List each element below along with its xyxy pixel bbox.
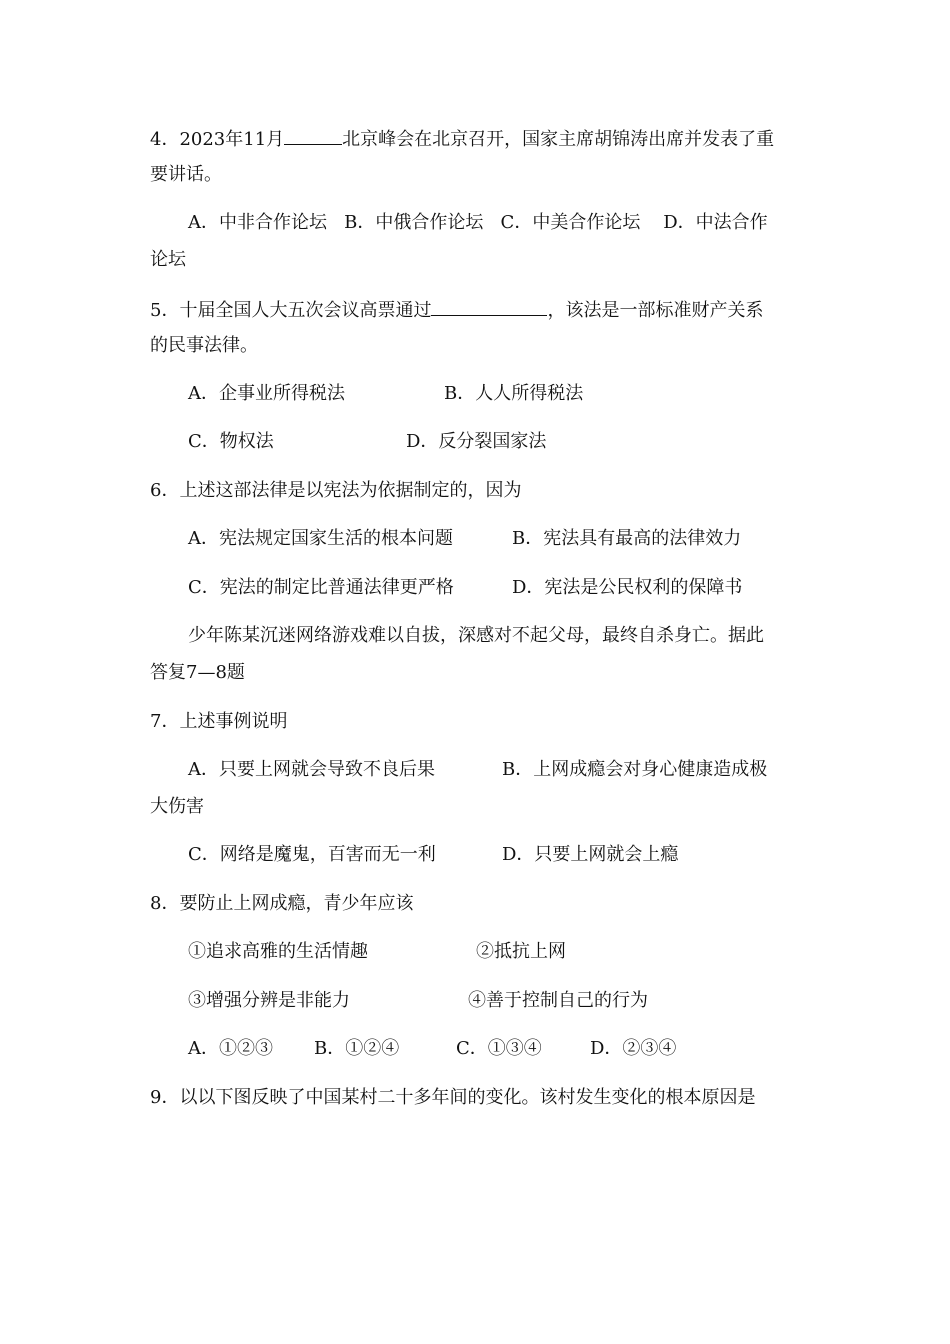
q8-option-c: C．①③④ — [456, 1038, 542, 1059]
q4-options: A．中非合作论坛 B．中俄合作论坛 C．中美合作论坛 D．中法合作 — [188, 212, 768, 233]
q4-stem-line2: 要讲话。 — [150, 164, 222, 185]
q5-option-d: D．反分裂国家法 — [406, 431, 547, 452]
q5-option-b: B．人人所得税法 — [444, 383, 584, 404]
q7-option-c: C．网络是魔鬼，百害而无一利 — [188, 844, 436, 865]
q8-item-3: ③增强分辨是非能力 — [188, 990, 350, 1011]
q8-item-1: ①追求高雅的生活情趣 — [188, 941, 368, 962]
q7-option-b-wrap: 大伤害 — [150, 796, 204, 817]
q4-stem-pre: 4．2023年11月 — [150, 129, 285, 150]
q5-blank — [431, 297, 547, 316]
q4-options-wrap: 论坛 — [150, 249, 186, 270]
q8-stem: 8．要防止上网成瘾，青少年应该 — [150, 893, 414, 914]
q6-option-b: B．宪法具有最高的法律效力 — [512, 528, 742, 549]
q5-stem-line1 — [150, 297, 763, 323]
q8-option-b: B．①②④ — [314, 1038, 400, 1059]
q5-option-c: C．物权法 — [188, 431, 274, 452]
q4-stem-line1 — [150, 126, 774, 152]
passage-line2: 答复7—8题 — [150, 662, 245, 683]
q8-option-d: D．②③④ — [590, 1038, 677, 1059]
q6-stem: 6．上述这部法律是以宪法为依据制定的，因为 — [150, 480, 522, 501]
q5-stem-pre: 5．十届全国人大五次会议高票通过 — [150, 300, 432, 321]
q7-option-d: D．只要上网就会上瘾 — [502, 844, 679, 865]
q4-blank — [284, 126, 342, 145]
q8-item-2: ②抵抗上网 — [476, 941, 566, 962]
passage-line1: 少年陈某沉迷网络游戏难以自拔，深感对不起父母，最终自杀身亡。据此 — [188, 625, 764, 646]
q6-option-d: D．宪法是公民权利的保障书 — [512, 577, 743, 598]
q4-stem-post: 北京峰会在北京召开，国家主席胡锦涛出席并发表了重 — [342, 129, 775, 150]
q5-stem-line2: 的民事法律。 — [150, 335, 258, 356]
q8-item-4: ④善于控制自己的行为 — [468, 990, 648, 1011]
q7-option-b: B．上网成瘾会对身心健康造成极 — [502, 759, 768, 780]
q6-option-a: A．宪法规定国家生活的根本问题 — [188, 528, 453, 549]
q5-stem-post: ，该法是一部标准财产关系 — [547, 300, 764, 321]
q8-option-a: A．①②③ — [188, 1038, 273, 1059]
q7-stem: 7．上述事例说明 — [150, 711, 288, 732]
q6-option-c: C．宪法的制定比普通法律更严格 — [188, 577, 454, 598]
q7-option-a: A．只要上网就会导致不良后果 — [188, 759, 435, 780]
q5-option-a: A．企事业所得税法 — [188, 383, 345, 404]
q9-stem: 9．以以下图反映了中国某村二十多年间的变化。该村发生变化的根本原因是 — [150, 1087, 756, 1108]
